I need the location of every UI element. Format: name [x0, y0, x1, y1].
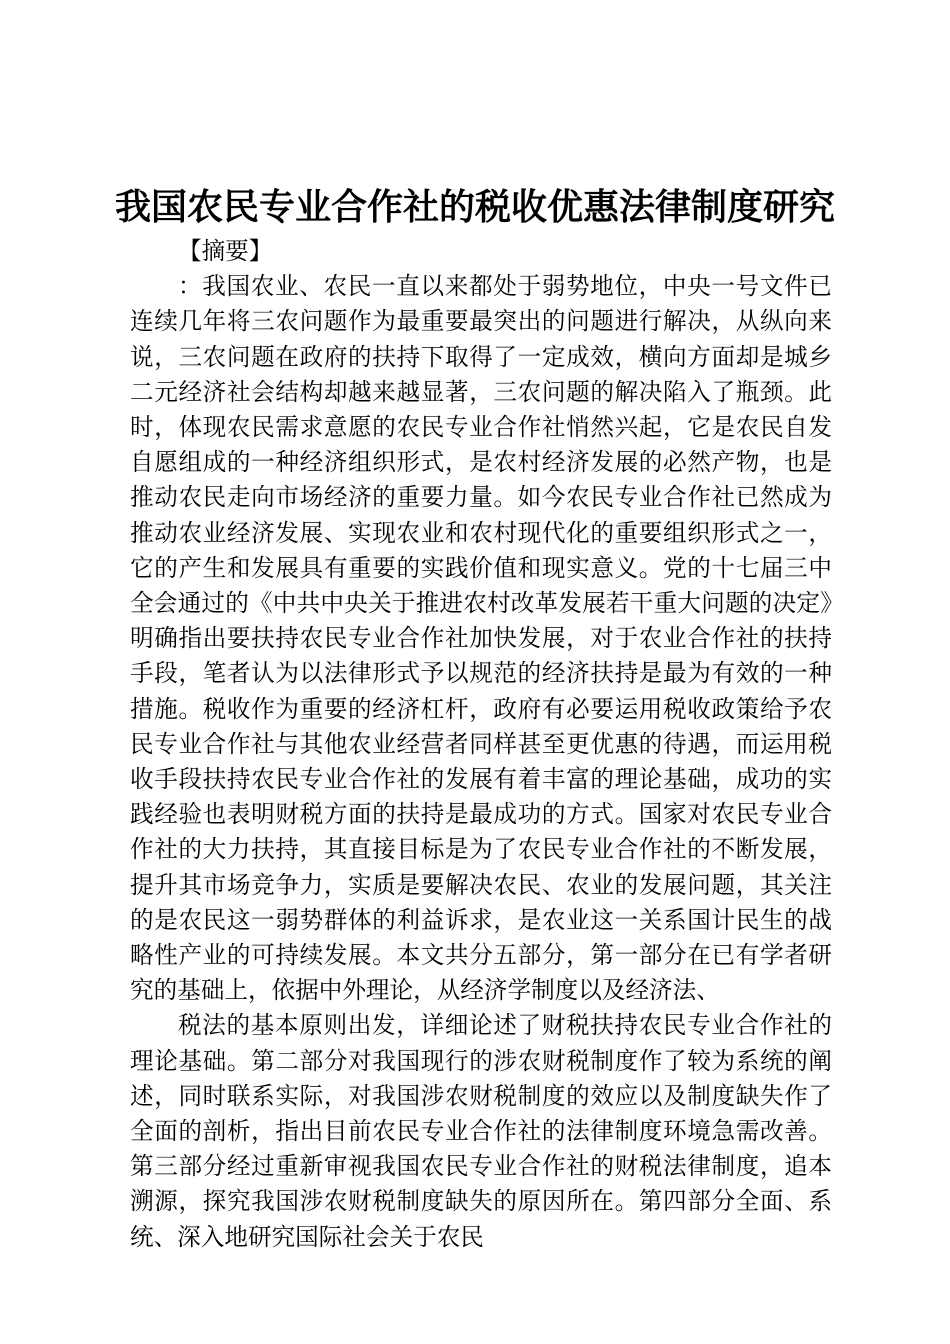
abstract-heading: 【摘要】: [178, 237, 273, 265]
document-title: 我国农民专业合作社的税收优惠法律制度研究: [114, 187, 835, 228]
document-body: [130, 234, 832, 1255]
abstract-paragraph-1: ：我国农业、农民一直以来都处于弱势地位，中央一号文件已连续几年将三农问题作为最重要最突出的问题进行解决，从纵向来说，三农问题在政府的扶持下取得了一定成效，横向方面却是城乡二元经济社会结构却越来越显著，三农问题的解决陷入了瓶颈。此时，体现农民需求意愿的农民专业合作社悄然兴起，它是农民自发自愿组成的一种经济组织形式，是农村经济发展的必然产物，也是推动农民走向市场经济的重要力量。如今农民专业合作社已然成为推动农业经济发展、实现农业和农村现代化的重要组织形式之一，它的产生和发展具有重要的实践价值和现实意义。党的十七届三中全会通过的《中共中央关于推进农村改革发展若干重大问题的决定》明确指出要扶持农民专业合作社加快发展，对于农业合作社的扶持手段，笔者认为以法律形式予以规范的经济扶持是最为有效的一种措施。税收作为重要的经济杠杆，政府有必要运用税收政策给予农民专业合作社与其他农业经营者同样甚至更优惠的待遇，而运用税收手段扶持农民专业合作社的发展有着丰富的理论基础，成功的实践经验也表明财税方面的扶持是最成功的方式。国家对农民专业合作社的大力扶持，其直接目标是为了农民专业合作社的不断发展，提升其市场竞争力，实质是要解决农民、农业的发展问题，其关注的是农民这一弱势群体的利益诉求，是农业这一关系国计民生的战略性产业的可持续发展。本文共分五部分，第一部分在已有学者研究的基础上，依据中外理论，从经济学制度以及经济法、: [130, 272, 832, 1005]
abstract-paragraph-2: 税法的基本原则出发，详细论述了财税扶持农民专业合作社的理论基础。第二部分对我国现行的涉农财税制度作了较为系统的阐述，同时联系实际，对我国涉农财税制度的效应以及制度缺失作了全面的剖析，指出目前农民专业合作社的法律制度环境急需改善。第三部分经过重新审视我国农民专业合作社的财税法律制度，追本溯源，探究我国涉农财税制度缺失的原因所在。第四部分全面、系统、深入地研究国际社会关于农民: [130, 1011, 832, 1251]
